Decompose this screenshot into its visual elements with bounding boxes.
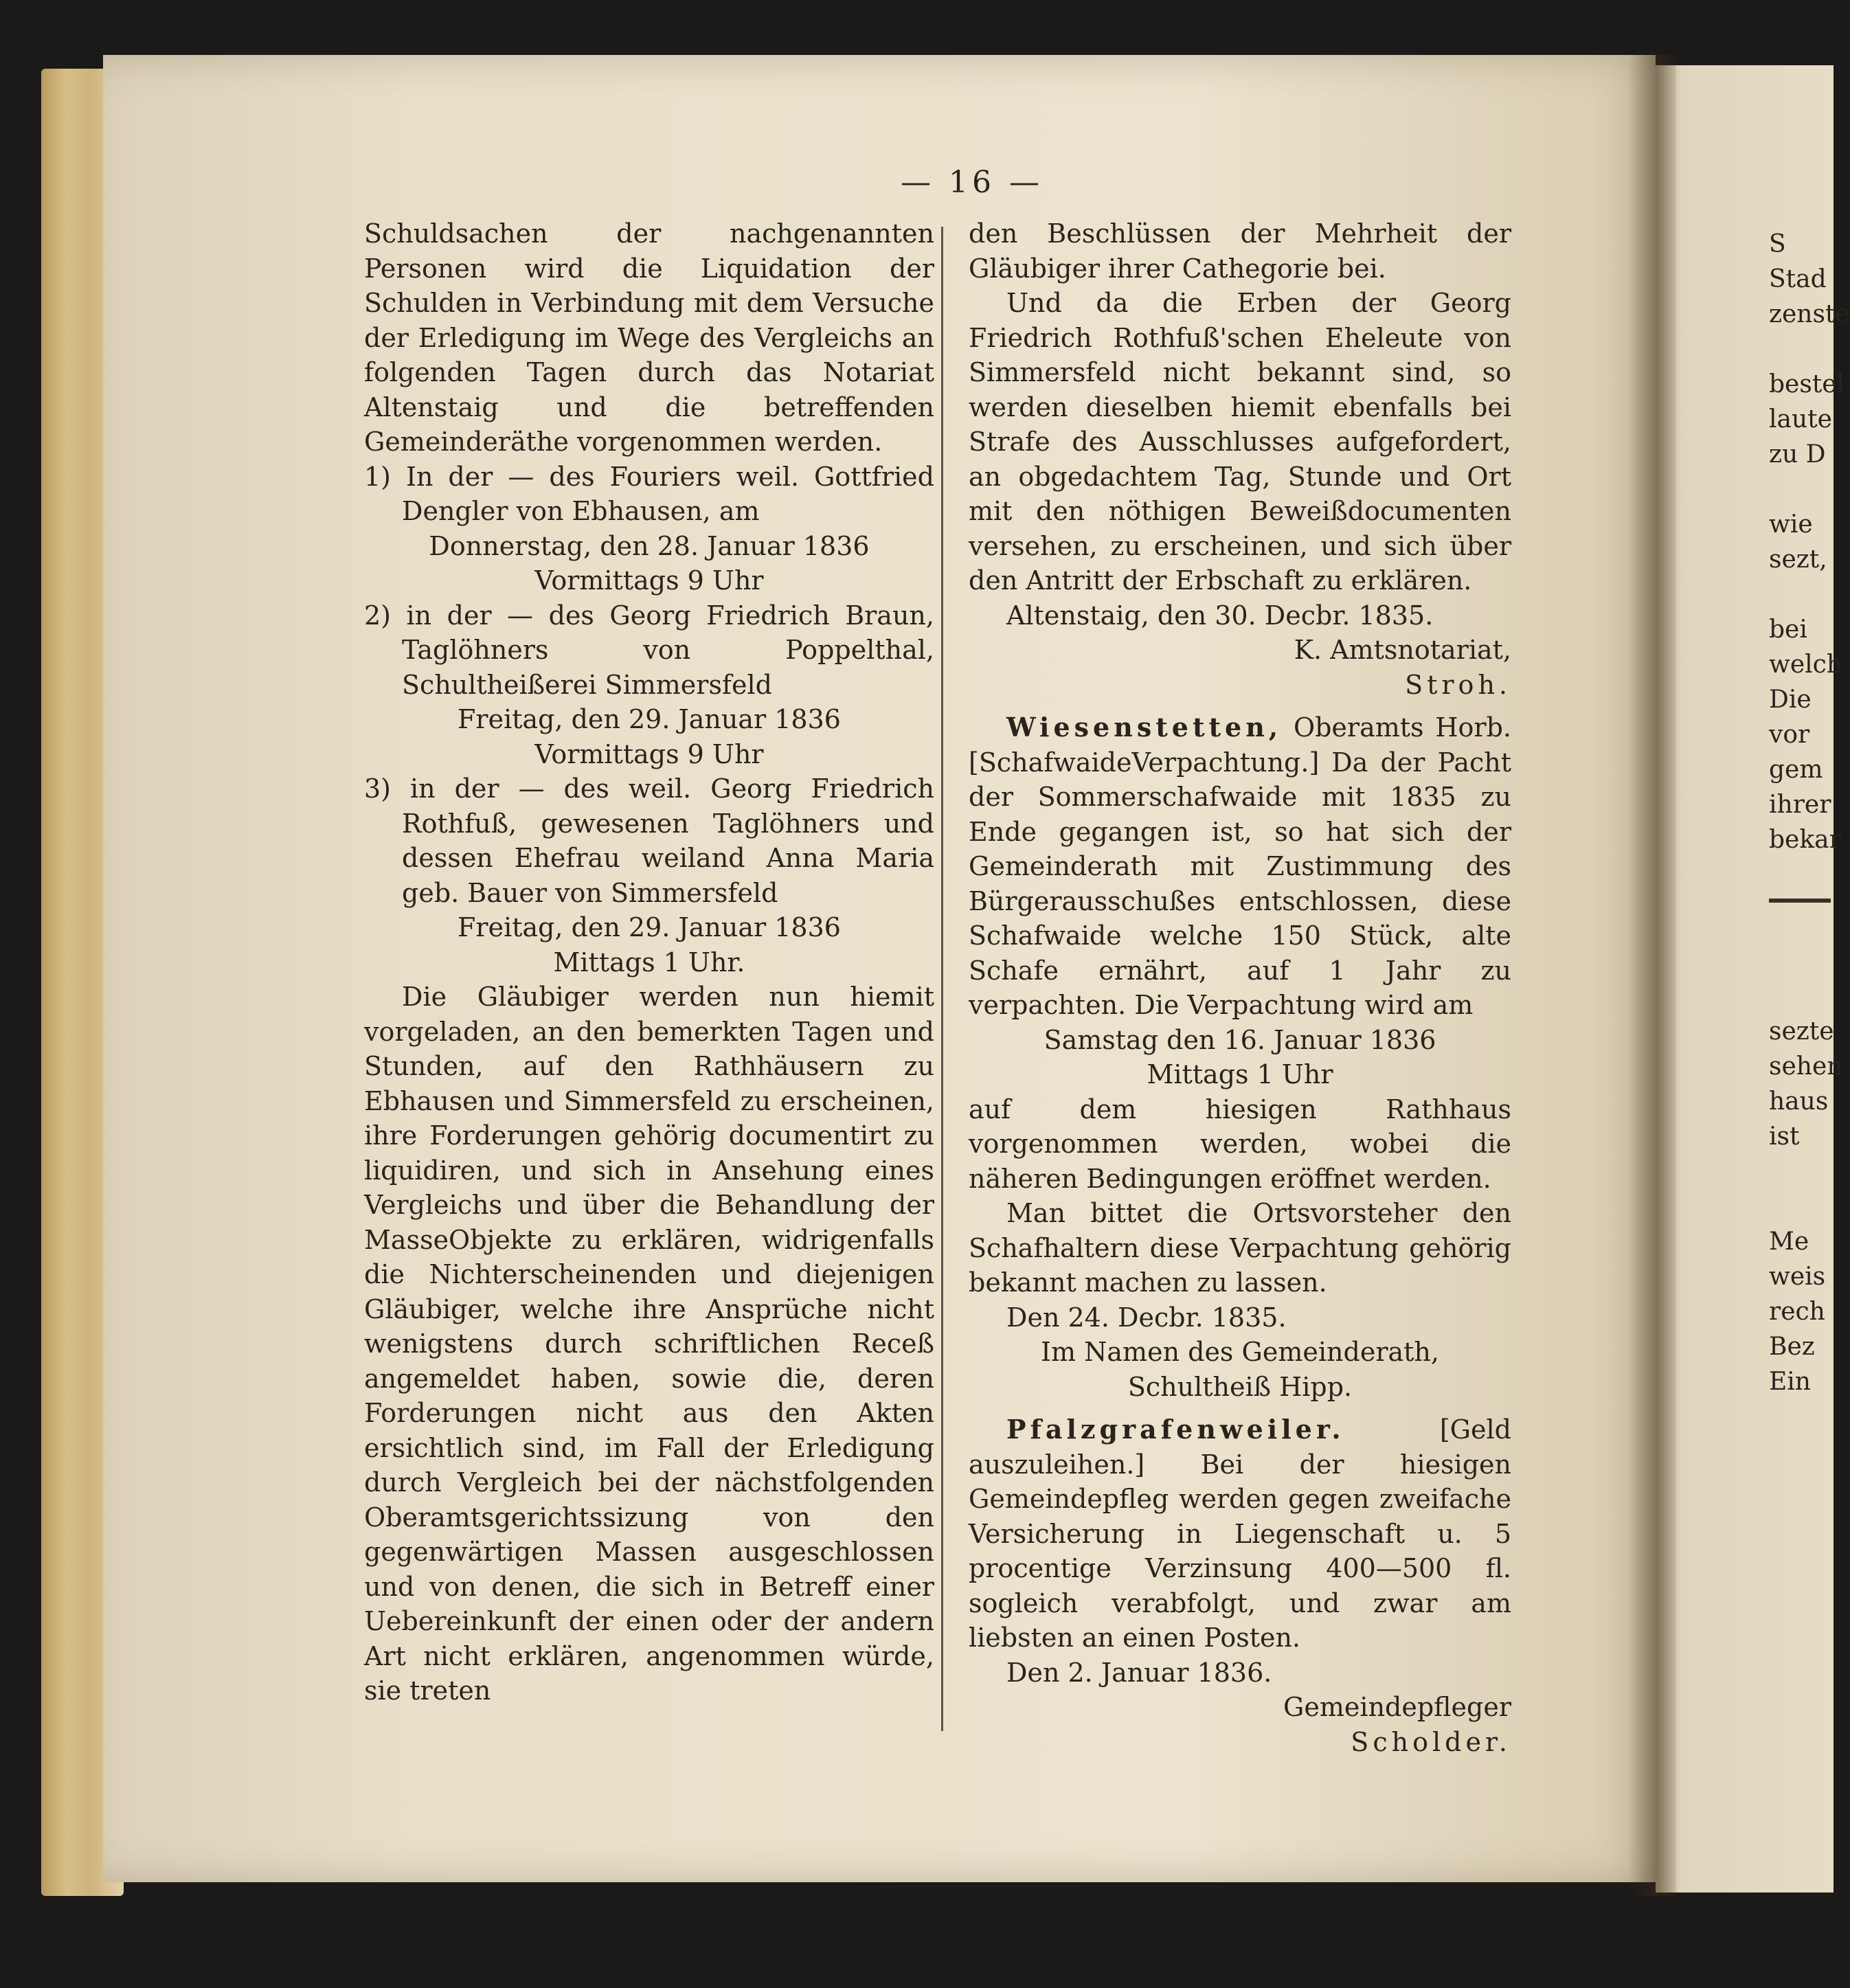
signature: Scholder.	[1351, 1726, 1511, 1757]
left-column	[364, 216, 934, 1708]
facing-line: ihrer	[1769, 791, 1831, 819]
item-number: 3)	[364, 773, 392, 804]
place-name: Pfalzgrafenweiler.	[1006, 1414, 1345, 1445]
facing-line: vor	[1769, 721, 1810, 749]
facing-line: bei	[1769, 615, 1807, 644]
facing-line: gem	[1769, 756, 1823, 784]
facing-line: Me	[1769, 1228, 1809, 1256]
item-text: In der — des Fouriers weil. Gottfried Dengler von Ebhausen, am	[402, 461, 934, 526]
facing-line: zu D	[1769, 440, 1826, 468]
notice-text: Oberamts Horb. [SchafwaideVerpachtung.] Da der Pacht der Sommerschafwaide mit 1835 zu Ende gegangen ist, so hat sich der Gemeinderath mit Zustimmung des Bürgerausschußes entschlossen, diese Schafwaide welche 150 Stück, alte Schafe ernährt, auf 1 Jahr zu verpachten. Die Verpachtung wird am	[969, 712, 1511, 1020]
notice-wiesenstetten	[969, 710, 1511, 1023]
facing-line	[1769, 1154, 1834, 1189]
item-time: Vormittags 9 Uhr	[534, 738, 764, 769]
dateline: Den 24. Decbr. 1835.	[1006, 1302, 1287, 1333]
office-name: K. Amtsnotariat,	[1294, 635, 1511, 665]
list-item	[364, 771, 934, 980]
signature: Stroh.	[1405, 669, 1511, 700]
item-number: 1)	[364, 461, 392, 492]
facing-line: Bez	[1769, 1333, 1815, 1361]
facing-line: bekar	[1769, 826, 1841, 854]
item-time: Mittags 1 Uhr.	[553, 947, 745, 978]
facing-line: S	[1769, 230, 1786, 258]
facing-line	[1769, 1189, 1834, 1224]
dateline: Den 2. Januar 1836.	[1006, 1657, 1272, 1688]
facing-line: laute	[1769, 405, 1832, 433]
book-gutter	[1628, 55, 1676, 1896]
intro-paragraph: Schuldsachen der nachgenannten Personen wird die Liquidation der Schulden in Verbindung mit dem Versuche der Erledigung im Wege des Vergleichs an folgenden Tagen durch das Notariat Altenstaig und die betreffenden Gemeinderäthe vorgenommen werden.	[364, 218, 934, 457]
heirs-notice: Und da die Erben der Georg Friedrich Rothfuß'schen Eheleute von Simmersfeld nicht bekannt sind, so werden dieselben hiemit ebenfalls bei Strafe des Ausschlusses aufgefordert, an obgedachtem Tag, Stunde und Ort mit den nöthigen Beweißdocumenten versehen, zu erscheinen, und sich über den Antritt der Erbschaft zu erklären.	[969, 288, 1511, 596]
item-date: Freitag, den 29. Januar 1836	[458, 912, 841, 942]
facing-line: Ein	[1769, 1368, 1811, 1396]
section-rule	[1769, 899, 1831, 903]
facing-page-text	[1769, 227, 1850, 1399]
facing-line: rech	[1769, 1298, 1825, 1326]
facing-line: weis	[1769, 1263, 1826, 1291]
notice-body: auf dem hiesigen Rathhaus vorgenommen werden, wobei die näheren Bedingungen eröffnet werden.	[969, 1094, 1511, 1194]
signature: Schultheiß Hipp.	[1127, 1371, 1353, 1402]
notice-text: [Geld auszuleihen.] Bei der hiesigen Gemeindepfleg werden gegen zweifache Versicherung in Liegenschaft u. 5 procentige Verzinsung 400—500 fl. sogleich verabfolgt, und zwar am liebsten an einen Posten.	[969, 1414, 1511, 1653]
notice-request: Man bittet die Ortsvorsteher den Schafhaltern diese Verpachtung gehörig bekannt machen zu lassen.	[969, 1198, 1511, 1298]
facing-line	[1769, 577, 1834, 612]
facing-line	[1769, 979, 1834, 1014]
facing-line	[1769, 332, 1834, 367]
continuation-text: den Beschlüssen der Mehrheit der Gläubiger ihrer Cathegorie bei.	[969, 218, 1511, 284]
facing-line: sezte	[1769, 1017, 1834, 1046]
notice-pfalzgrafenweiler	[969, 1412, 1511, 1656]
facing-line: haus	[1769, 1087, 1829, 1116]
facing-line: Stad	[1769, 265, 1827, 293]
notice-date: Samstag den 16. Januar 1836	[1044, 1024, 1436, 1055]
body-paragraph: Die Gläubiger werden nun hiemit vorgeladen, an den bemerkten Tagen und Stunden, auf den Rathhäusern zu Ebhausen und Simmersfeld zu erscheinen, ihre Forderungen gehörig documentirt zu liquidiren, und sich in Ansehung eines Vergleichs und über die Behandlung der MasseObjekte zu erklären, widrigenfalls die Nichterscheinenden und diejenigen Gläubiger, welche ihre Ansprüche nicht wenigstens durch schriftlichen Receß angemeldet haben, sowie die, deren Forderungen nicht aus den Akten ersichtlich sind, im Fall der Erledigung durch Vergleich bei der nächstfolgenden Oberamtsgerichtssizung von den gegenwärtigen Massen ausgeschlossen und von denen, die sich in Betreff einer Uebereinkunft der einen oder der andern Art nicht erklären, angenommen würde, sie treten	[364, 982, 934, 1706]
right-column	[969, 216, 1511, 1759]
item-text: in der — des Georg Friedrich Braun, Taglöhners von Poppelthal, Schultheißerei Simmersfeld	[402, 600, 934, 700]
office-name: Gemeindepfleger	[1283, 1692, 1511, 1722]
item-number: 2)	[364, 600, 392, 631]
facing-line: wie	[1769, 510, 1813, 539]
item-text: in der — des weil. Georg Friedrich Rothfuß, gewesenen Taglöhners und dessen Ehefrau weiland Anna Maria geb. Bauer von Simmersfeld	[402, 773, 934, 908]
facing-line: zenste	[1769, 300, 1850, 328]
office-name: Im Namen des Gemeinderath,	[1041, 1337, 1439, 1367]
facing-line	[1769, 472, 1834, 507]
facing-line: welch	[1769, 651, 1842, 679]
facing-line: sezt,	[1769, 545, 1827, 574]
list-item	[364, 598, 934, 772]
dateline: Altenstaig, den 30. Decbr. 1835.	[1006, 600, 1434, 631]
item-date: Donnerstag, den 28. Januar 1836	[429, 530, 870, 561]
notice-time: Mittags 1 Uhr	[1147, 1059, 1333, 1089]
list-item	[364, 460, 934, 598]
facing-line: sehen	[1769, 1052, 1843, 1081]
facing-line: ist	[1769, 1122, 1800, 1151]
facing-line: Die	[1769, 686, 1812, 714]
item-time: Vormittags 9 Uhr	[534, 565, 764, 596]
column-divider	[941, 227, 943, 1731]
item-date: Freitag, den 29. Januar 1836	[458, 704, 841, 734]
page-number: — 16 —	[901, 165, 1044, 200]
place-name: Wiesenstetten,	[1006, 712, 1283, 743]
facing-line	[1769, 944, 1834, 979]
facing-line: bestel	[1769, 370, 1845, 398]
